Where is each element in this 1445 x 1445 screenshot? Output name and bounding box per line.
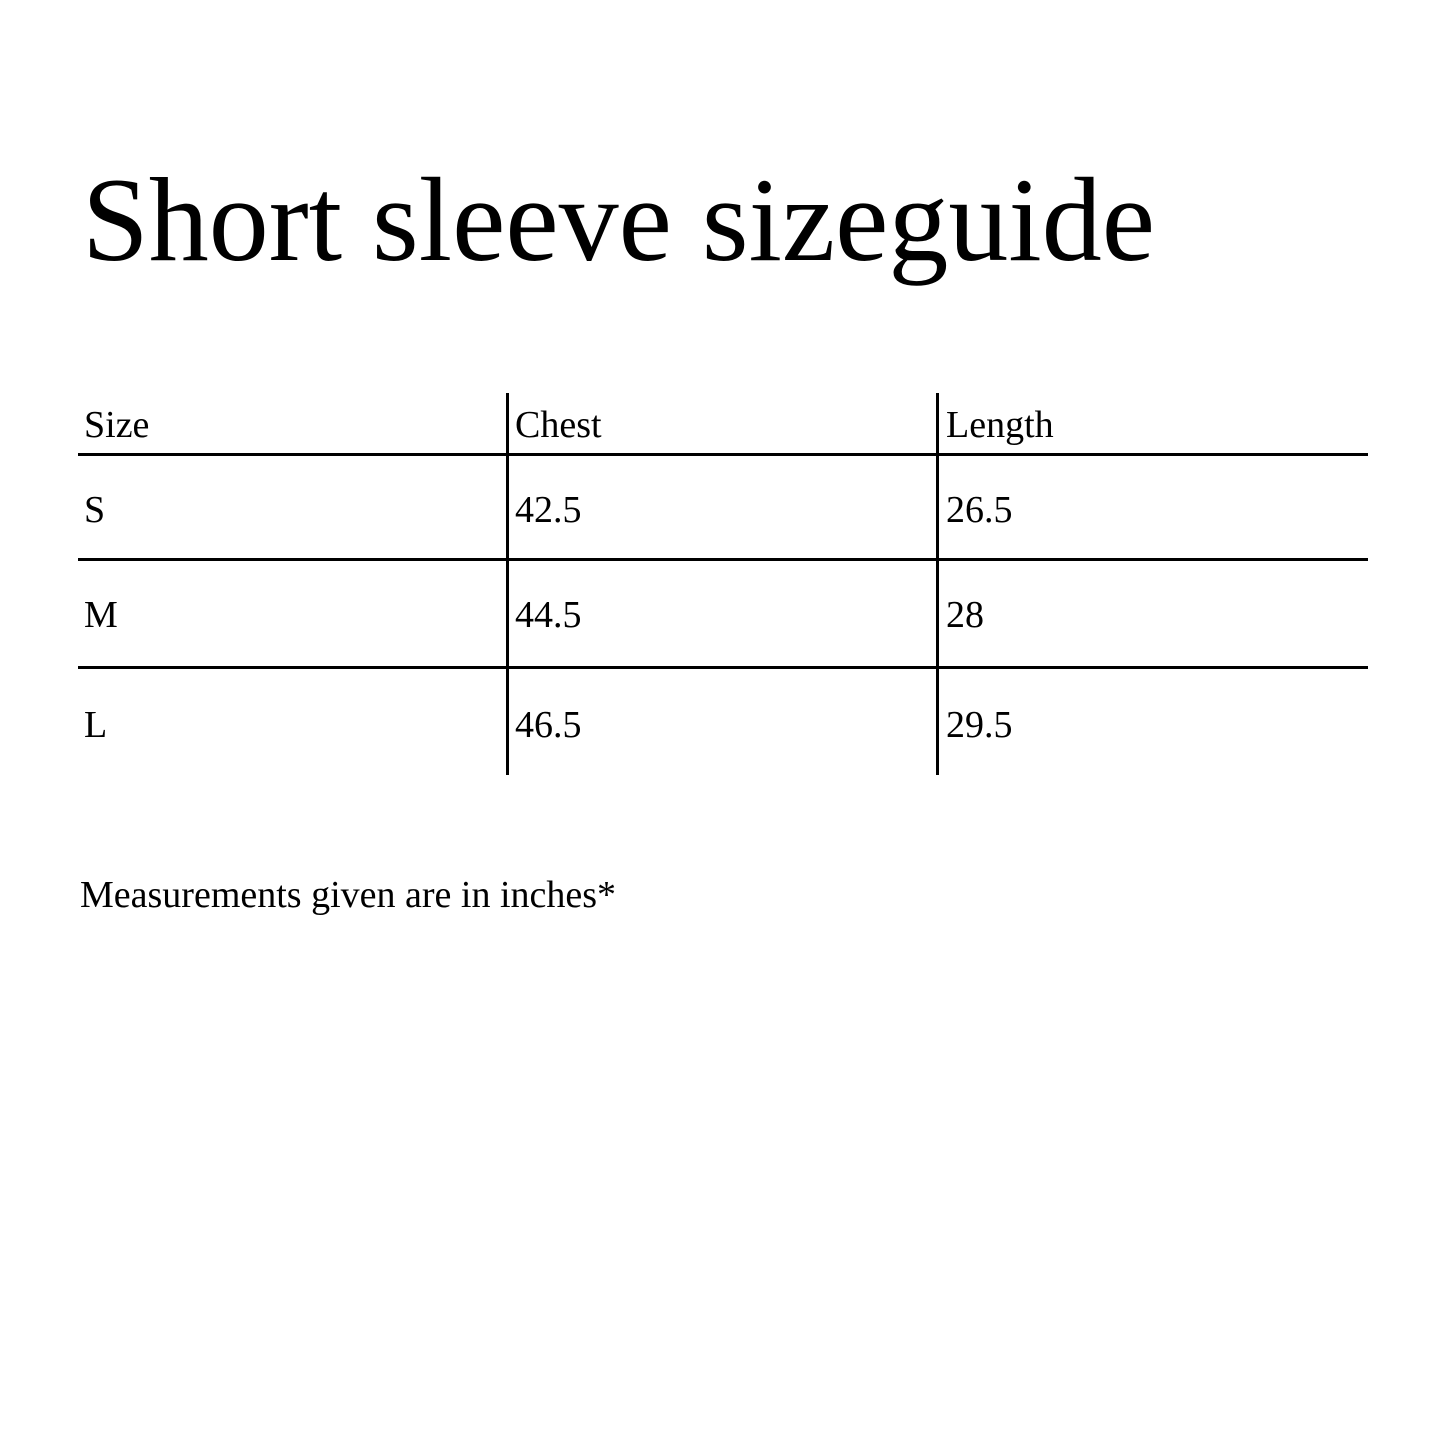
cell-chest: 44.5 <box>515 594 582 636</box>
row-divider <box>78 666 1368 669</box>
cell-size: M <box>84 594 118 636</box>
cell-chest: 46.5 <box>515 704 582 746</box>
cell-size: L <box>84 704 108 746</box>
header-size: Size <box>84 404 150 446</box>
page-title: Short sleeve sizeguide <box>82 153 1156 286</box>
size-table <box>78 393 1368 775</box>
cell-size: S <box>84 489 106 531</box>
cell-length: 26.5 <box>946 489 1013 531</box>
header-chest: Chest <box>515 404 602 446</box>
header-divider <box>78 453 1368 456</box>
row-divider <box>78 558 1368 561</box>
cell-length: 28 <box>946 594 984 636</box>
cell-chest: 42.5 <box>515 489 582 531</box>
measurement-note: Measurements given are in inches* <box>80 874 617 916</box>
header-length: Length <box>946 404 1054 446</box>
column-divider <box>506 393 509 775</box>
cell-length: 29.5 <box>946 704 1013 746</box>
column-divider <box>936 393 939 775</box>
